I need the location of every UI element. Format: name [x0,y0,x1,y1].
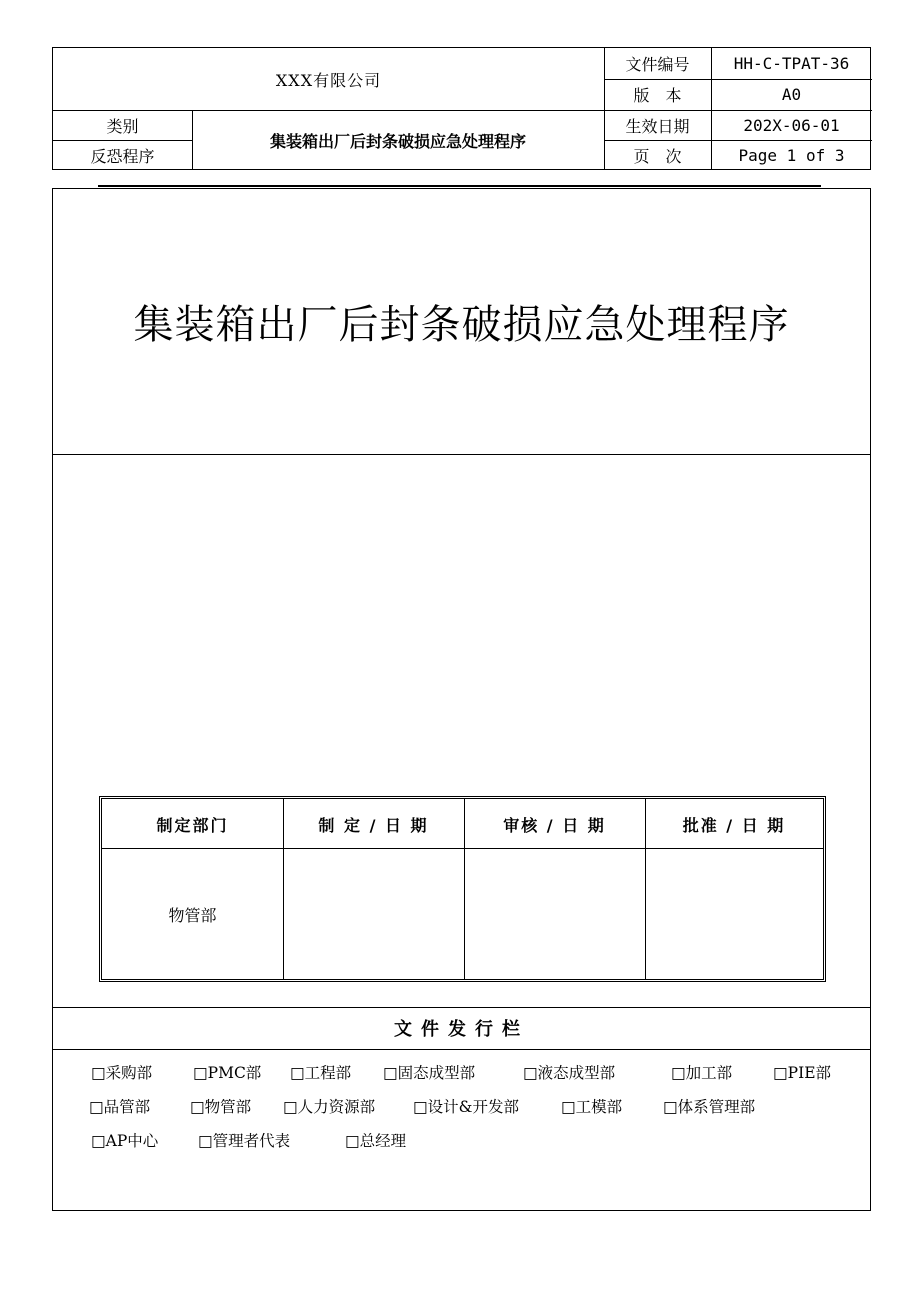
distribution-divider [53,1049,870,1050]
effective-date-value: 202X-06-01 [743,115,840,135]
page-label: 页 次 [633,146,682,166]
header-divider [604,110,872,111]
header-divider [711,48,712,170]
doc-number-value: HH-C-TPAT-36 [733,53,850,73]
dept-checkbox[interactable]: □PMC部 [193,1064,262,1082]
header-divider [53,110,604,111]
effective-date-label: 生效日期 [625,116,690,136]
dept-checkbox[interactable]: □工程部 [290,1064,352,1082]
distribution-title: 文件发行栏 [394,1019,529,1040]
dept-checkbox[interactable]: □采购部 [91,1064,153,1082]
distribution-row [53,1129,870,1151]
approval-made-value [283,849,464,979]
header-divider [53,140,192,141]
approval-divider [102,848,823,849]
header-divider [604,140,872,141]
dept-checkbox[interactable]: □液态成型部 [523,1064,616,1082]
header-doc-title: 集装箱出厂后封条破损应急处理程序 [269,131,526,151]
header-divider [604,79,872,80]
distribution-row [53,1061,870,1083]
approval-header-approve: 批准 / 日 期 [682,815,786,835]
document-header [52,47,871,170]
dept-checkbox[interactable]: □加工部 [671,1064,733,1082]
approval-header-review: 审核 / 日 期 [503,815,606,835]
header-divider [604,48,605,170]
approval-divider [645,799,646,979]
dept-checkbox[interactable]: □管理者代表 [198,1132,291,1150]
approval-divider [283,799,284,979]
dept-checkbox[interactable]: □体系管理部 [663,1098,756,1116]
version-label: 版 本 [633,85,682,105]
approval-table [99,796,826,982]
version-value: A0 [781,84,802,104]
category-label: 类别 [106,116,139,136]
approval-header-made: 制 定 / 日 期 [318,815,429,835]
approval-divider [464,799,465,979]
approval-dept-value: 物管部 [168,905,217,925]
header-separator [98,185,821,187]
dept-checkbox[interactable]: □工模部 [561,1098,623,1116]
dept-checkbox[interactable]: □总经理 [345,1132,407,1150]
main-title: 集装箱出厂后封条破损应急处理程序 [133,302,790,348]
approval-review-value [464,849,645,979]
company-name: XXX有限公司 [275,70,382,90]
title-divider [53,454,870,455]
dept-checkbox[interactable]: □PIE部 [773,1064,832,1082]
category-value: 反恐程序 [90,146,155,166]
dept-checkbox[interactable]: □AP中心 [91,1132,159,1150]
dept-checkbox[interactable]: □物管部 [190,1098,252,1116]
approval-header-dept: 制定部门 [156,815,229,835]
page-value: Page 1 of 3 [738,145,845,165]
dept-checkbox[interactable]: □品管部 [89,1098,151,1116]
dept-checkbox[interactable]: □人力资源部 [283,1098,376,1116]
dept-checkbox[interactable]: □设计&开发部 [413,1098,519,1116]
dept-checkbox[interactable]: □固态成型部 [383,1064,476,1082]
approval-approve-value [645,849,823,979]
distribution-row [53,1095,870,1117]
header-divider [192,110,193,170]
doc-number-label: 文件编号 [625,54,690,74]
document-body [52,188,871,1211]
